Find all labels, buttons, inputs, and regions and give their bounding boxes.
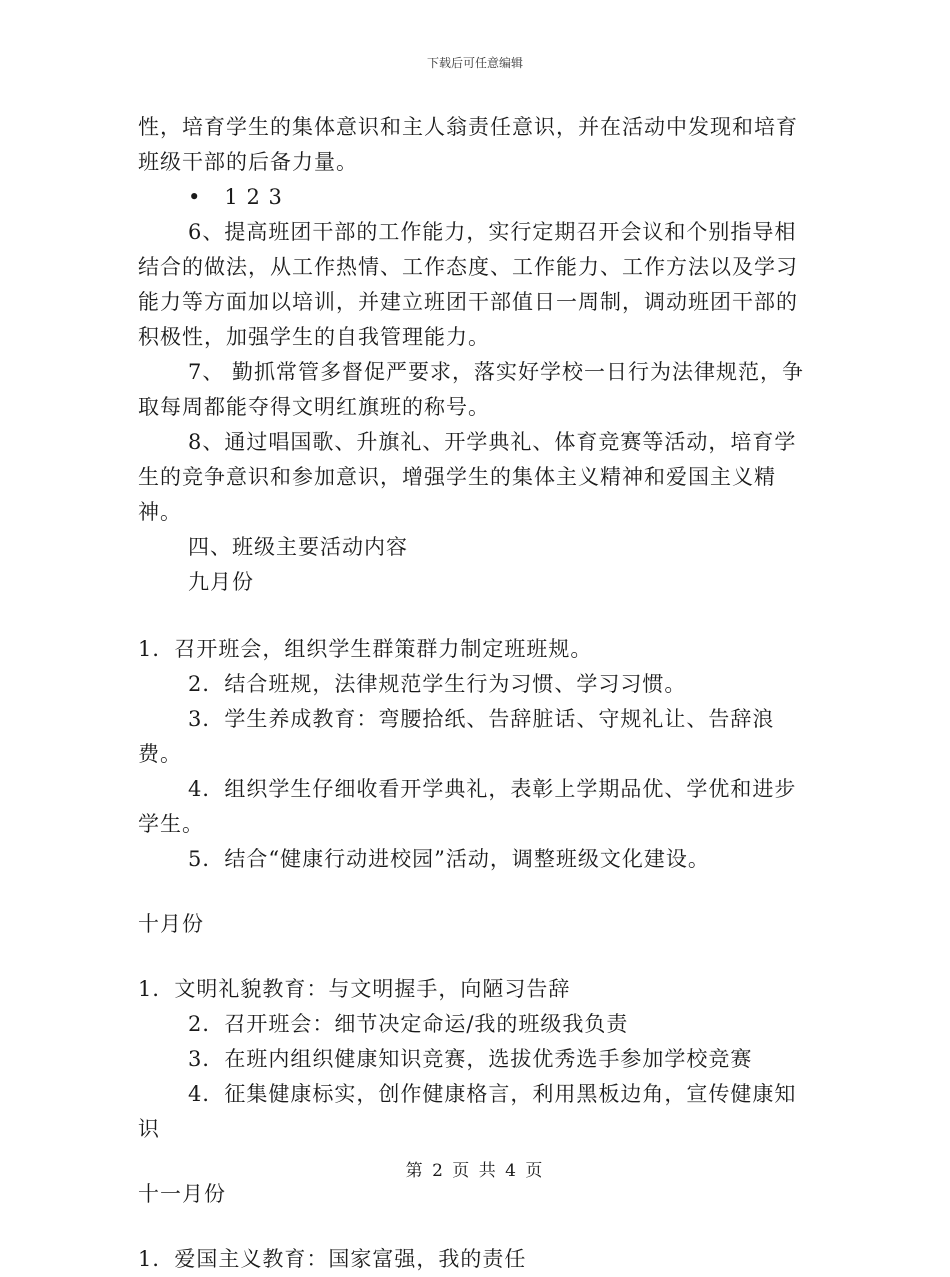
month-heading-october: 十月份	[138, 912, 204, 936]
list-item: 1．召开班会，组织学生群策群力制定班班规。	[138, 637, 593, 661]
list-item: 1．爱国主义教育：国家富强，我的责任	[138, 1247, 527, 1271]
paragraph-item-6: 6、提高班团干部的工作能力，实行定期召开会议和个别指导相结合的做法，从工作热情、工作态度、工作能力、工作方法以及学习能力等方面加以培训，并建立班团干部值日一周制，调动班团干部的积极性，加强学生的自我管理能力。	[138, 220, 798, 349]
list-item: 3．学生养成教育：弯腰拾纸、告辞脏话、守规礼让、告辞浪费。	[138, 707, 775, 766]
paragraph-continuation: 性，培育学生的集体意识和主人翁责任意识，并在活动中发现和培育班级干部的后备力量。	[138, 115, 798, 174]
paragraph-item-8: 8、通过唱国歌、升旗礼、开学典礼、体育竞赛等活动，培育学生的竞争意识和参加意识，增强学生的集体主义精神和爱国主义精神。	[138, 430, 797, 524]
month-heading-november: 十一月份	[138, 1182, 226, 1206]
list-item: 3．在班内组织健康知识竞赛，选拔优秀选手参加学校竞赛	[188, 1047, 753, 1071]
page-footer: 第 2 页 共 4 页	[405, 1161, 545, 1181]
list-item: 4．征集健康标实，创作健康格言，利用黑板边角，宣传健康知识	[138, 1082, 797, 1141]
list-item: 2．召开班会：细节决定命运/我的班级我负责	[188, 1012, 629, 1036]
list-item: 2．结合班规，法律规范学生行为习惯、学习习惯。	[188, 672, 687, 696]
document-body	[138, 110, 818, 1277]
paragraph-item-7: 7、 勤抓常管多督促严要求，落实好学校一日行为法律规范，争取每周都能夺得文明红旗班的称号。	[138, 360, 805, 419]
list-item: 5．结合“健康行动进校园”活动，调整班级文化建设。	[188, 847, 710, 871]
page-header: 下载后可任意编辑	[426, 56, 523, 70]
section-heading: 四、班级主要活动内容	[188, 535, 408, 559]
list-item: 1．文明礼貌教育：与文明握手，向陋习告辞	[138, 977, 571, 1001]
list-item: 4．组织学生仔细收看开学典礼，表彰上学期品优、学优和进步学生。	[138, 777, 797, 836]
month-heading-september: 九月份	[188, 570, 254, 594]
bullet-line: • 1 2 3	[188, 185, 283, 209]
